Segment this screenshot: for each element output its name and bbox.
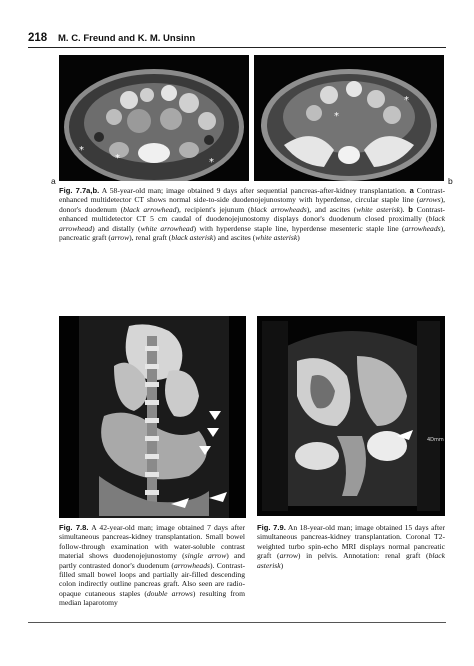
- mri-scale-label: 4Dmm: [427, 437, 444, 443]
- figure-7-7a-ct-image: [59, 55, 249, 181]
- figure-7-9-mri-image: [257, 316, 445, 516]
- panel-label-b: b: [448, 176, 453, 186]
- page-number: 218: [28, 32, 48, 44]
- footer-rule: [28, 622, 446, 623]
- figure-7-8-radiograph: [59, 316, 246, 518]
- svg-text:*: *: [404, 95, 409, 106]
- header-rule: [28, 47, 446, 48]
- figure-7-7-caption: Fig. 7.7a,b. A 58-year-old man; image obtained 9 days after sequential pancreas-after-kidney transplantation. a Contrast-enhanced multidetector CT shows normal side-to-side duodenojejunostomy with hyperdense, circular staple line (arrows), donor's duodenum (black arrowhead), recipient's jejunum (black arrowheads), and ascites (white asterisk). b Contrast-enhanced multidetector CT 5 cm caudal of duodenojejunostomy displays donor's duodenum closed proximally (black arrowhead) and distally (white arrowhead) with hyperdense staple line, hyperdense mesenteric staple line (arrowheads), pancreatic graft (arrow), renal graft (black asterisk) and ascites (white asterisk): [59, 186, 446, 243]
- svg-text:*: *: [334, 111, 339, 122]
- running-head: M. C. Freund and K. M. Unsinn: [58, 33, 196, 44]
- figure-7-7-label: Fig. 7.7a,b.: [59, 186, 100, 195]
- figure-7-8-caption: Fig. 7.8. A 42-year-old man; image obtained 7 days after simultaneous pancreas-kidney transplantation. Small bowel follow-through examination with water-soluble contrast material shows duodenojejunostomy (single arrow) and partly contrasted donor's duodenum (arrowheads). Contrast-filled small bowel loops and partially air-filled descending colon indirectly outline pancreas graft. Also seen are radio-opaque cutaneous staples (double arrows) resulting from median laparotomy: [59, 523, 246, 608]
- svg-text:*: *: [209, 157, 214, 168]
- svg-text:*: *: [115, 153, 120, 164]
- figure-7-9-caption: Fig. 7.9. An 18-year-old man; image obtained 15 days after simultaneous pancreas-kidney transplantation. Coronal T2-weighted turbo spin-echo MRI displays normal pancreatic graft (arrow) in pelvis. Annotation: renal graft (black asterisk): [257, 523, 446, 570]
- panel-label-a: a: [51, 176, 56, 186]
- figure-7-9-label: Fig. 7.9.: [257, 523, 286, 532]
- svg-text:*: *: [79, 145, 84, 156]
- figure-7-8-label: Fig. 7.8.: [59, 523, 89, 532]
- figure-7-7b-ct-image: [254, 55, 444, 181]
